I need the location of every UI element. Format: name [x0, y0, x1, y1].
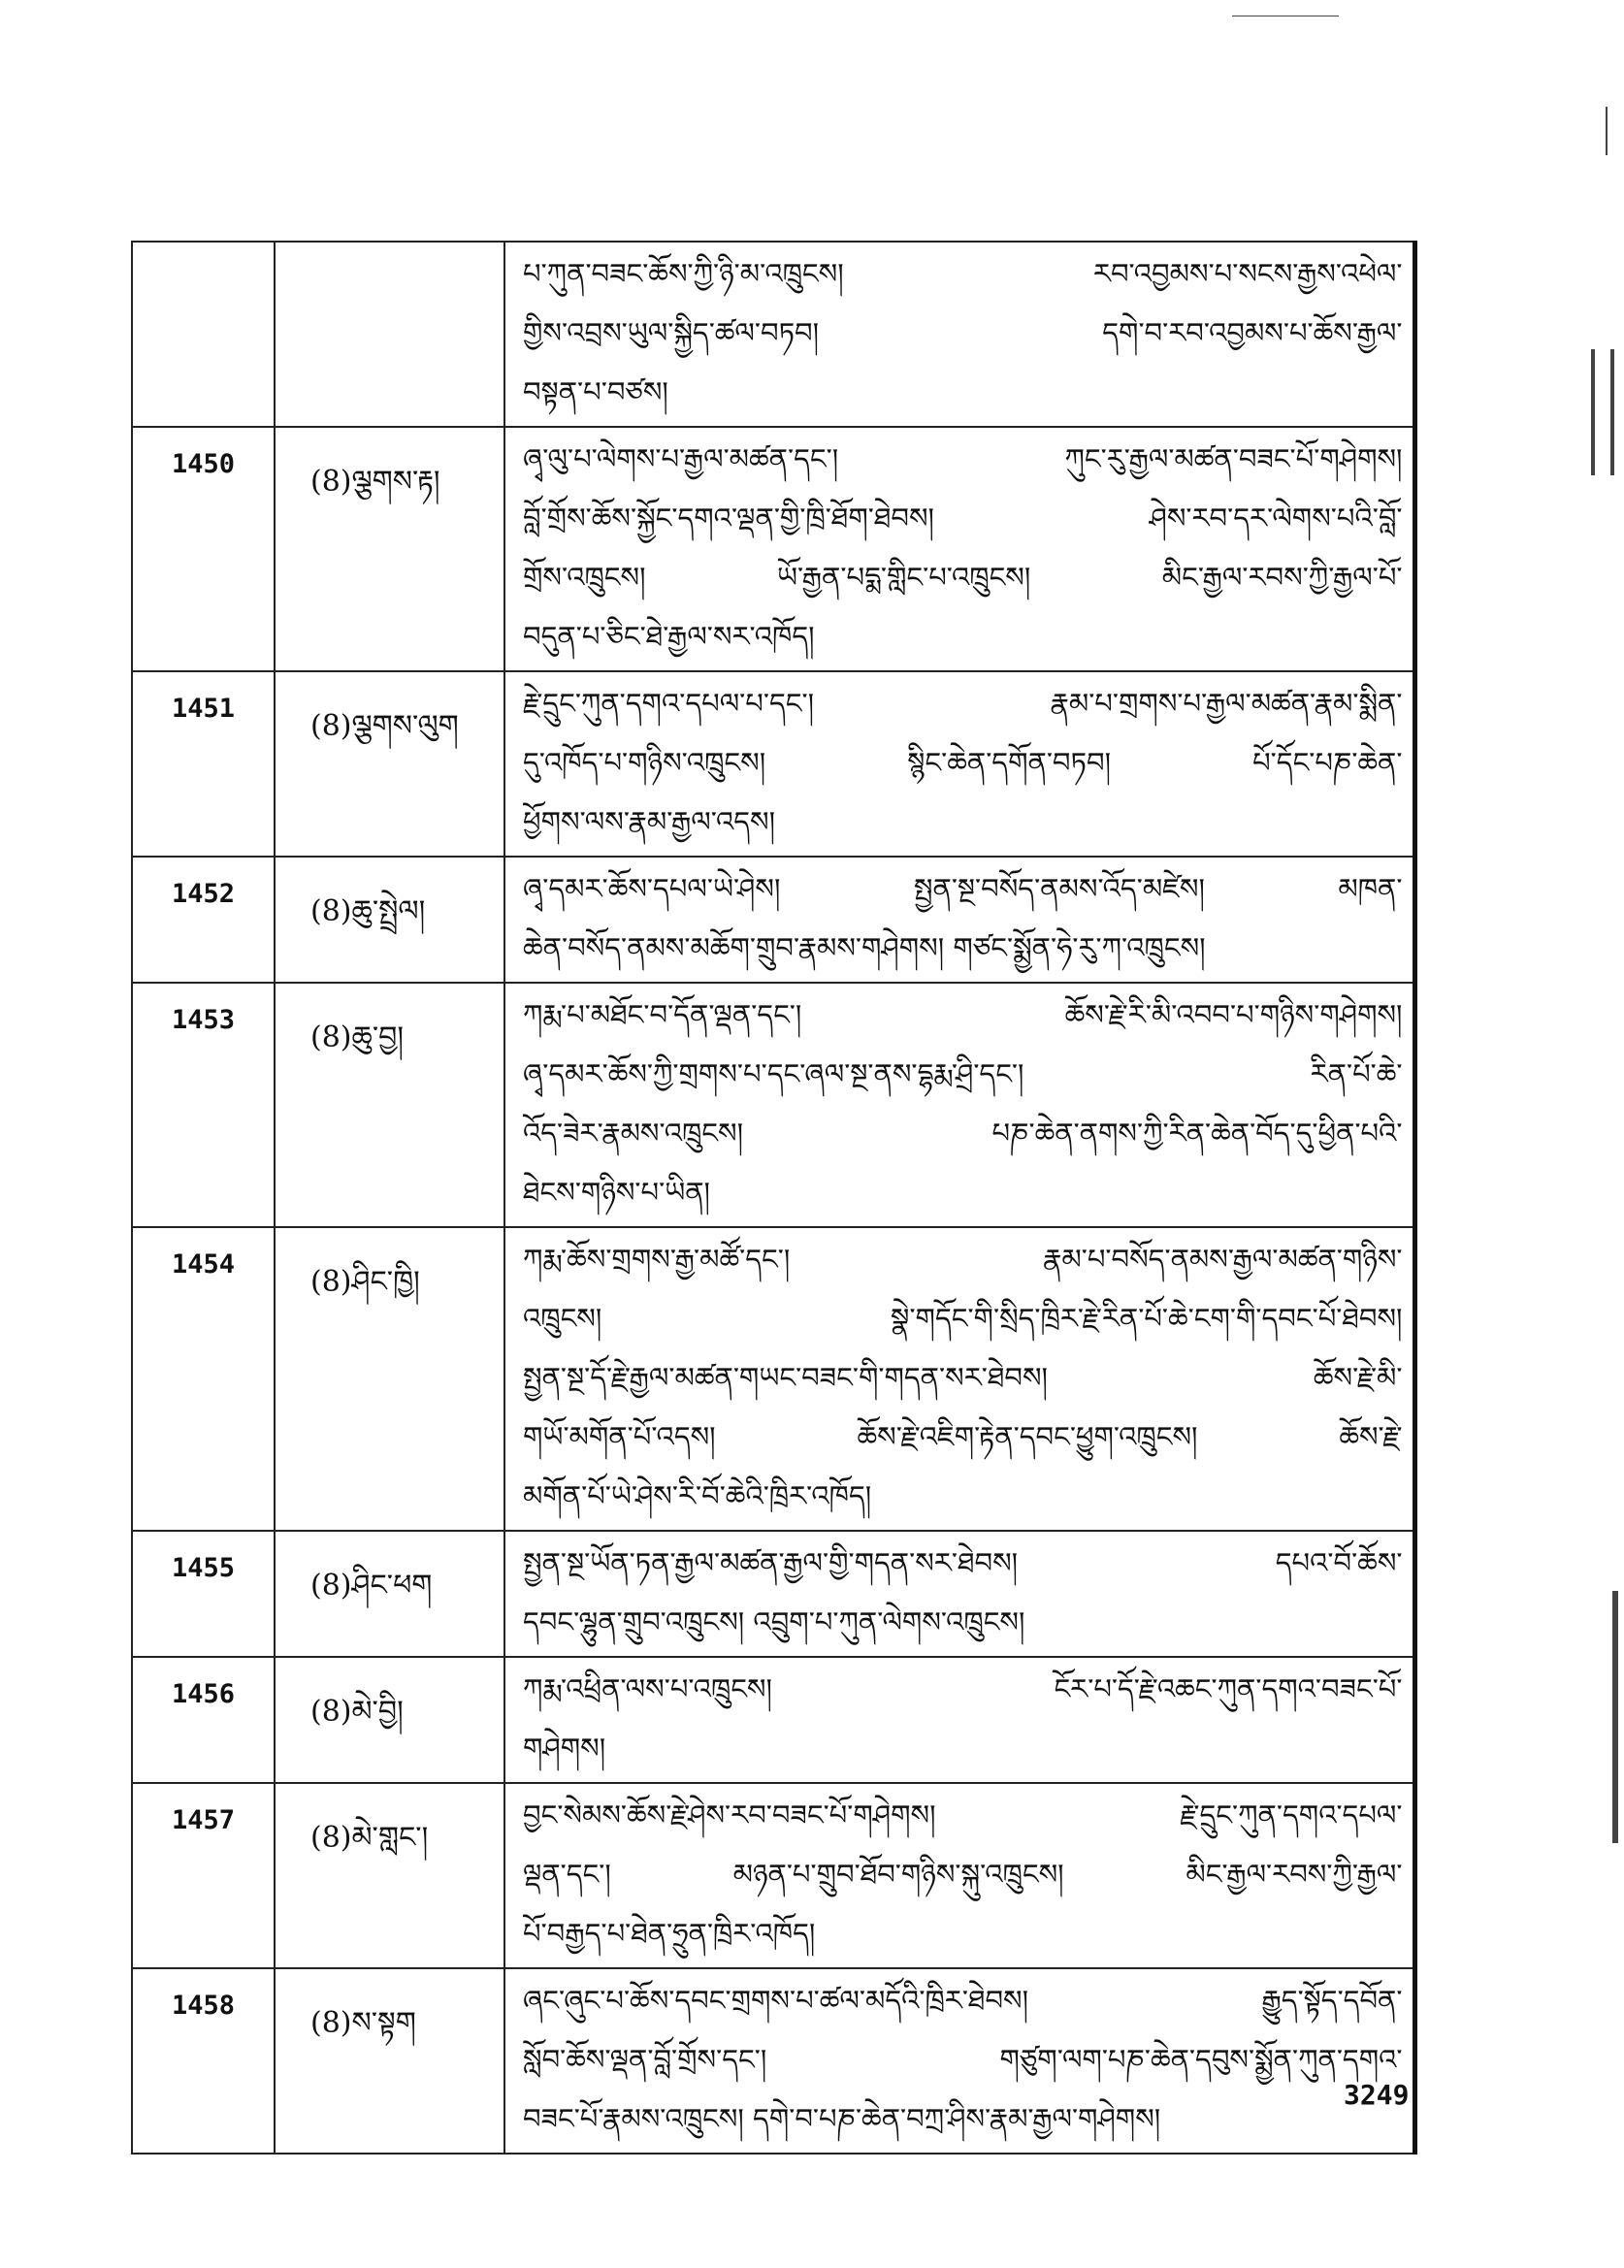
event-text-line: གྱིས་འབྲས་ཡུལ་སྐྱིད་ཚལ་བཏབ། དགེ་བ་རབ་འབྱམས་པ་ཆོས་རྒྱལ་ — [523, 316, 1403, 349]
events-cell — [504, 427, 1414, 671]
tibetan-year-cell: (8)ཆུ་སྤྲེལ། — [275, 857, 504, 983]
events-cell — [504, 1227, 1414, 1531]
event-text-line: པོ་བརྒྱད་པ་ཐེན་ཧྲུན་ཁྲིར་འཁོད། — [523, 1917, 816, 1950]
event-text-line: ལྡན་དང་། མཉན་པ་གྲུབ་ཐོབ་གཉིས་སྐུ་འཁྲུངས། མིང་རྒྱལ་རབས་ཀྱི་རྒྱལ་ — [523, 1858, 1403, 1891]
event-text-line: སློབ་ཆོས་ལྡན་བློ་གྲོས་དང་། གཙུག་ལག་པཎ་ཆེན་དབུས་སྨྱོན་ཀུན་དགའ་ — [523, 2043, 1403, 2076]
year-number-cell: 1457 — [132, 1783, 275, 1968]
table-row — [132, 1657, 1414, 1783]
tibetan-year-cell: (8)མེ་གླང་། — [275, 1783, 504, 1968]
scan-mark-right-1 — [1606, 107, 1608, 155]
event-text-line: སྤྱན་སྔ་ཡོན་ཏན་རྒྱལ་མཚན་རྒྱལ་གྱི་གདན་སར་ཐེབས། དཔའ་བོ་ཆོས་ — [523, 1546, 1403, 1579]
year-number-cell: 1458 — [132, 1968, 275, 2154]
year-number-cell: 1451 — [132, 671, 275, 857]
table-row — [132, 427, 1414, 671]
year-number-cell: 1456 — [132, 1657, 275, 1783]
event-text-line: བློ་གྲོས་ཆོས་སྐྱོང་དགའ་ལྡན་གྱི་ཁྲི་ཐོག་ཐེབས། ཤེས་རབ་དར་ལེགས་པའི་བློ་ — [523, 502, 1403, 535]
events-cell — [504, 242, 1414, 427]
event-text-line: ཐེངས་གཉིས་པ་ཡིན། — [523, 1176, 710, 1209]
table-row — [132, 1783, 1414, 1968]
event-text-line: ཞང་ཞུང་པ་ཆོས་དབང་གྲགས་པ་ཚལ་མདོའི་ཁྲིར་ཐེབས། རྒྱུད་སྟོད་དབོན་ — [523, 1984, 1403, 2017]
table-row — [132, 242, 1414, 427]
event-text-line: འཁྲུངས། སྣེ་གདོང་གི་སྲིད་ཁྲིར་རྗེ་རིན་པོ་ཆེ་ངག་གི་དབང་པོ་ཐེབས། — [523, 1302, 1403, 1335]
event-text-line: ཞྭ་དམར་ཆོས་དཔལ་ཡེ་ཤེས། སྤྱན་སྔ་བསོད་ནམས་འོད་མཛེས། མཁན་ — [523, 872, 1403, 905]
event-text-line: བསྟན་པ་བཙས། — [523, 375, 668, 408]
table-row — [132, 857, 1414, 983]
scan-mark-right-2 — [1591, 349, 1595, 475]
table-row — [132, 1227, 1414, 1531]
scan-mark-right-4 — [1612, 1591, 1618, 1843]
table-row — [132, 1531, 1414, 1657]
events-cell — [504, 983, 1414, 1227]
tibetan-year-cell: (8)ལྕགས་རྟ། — [275, 427, 504, 671]
event-text-line: ཀརྨ་འཕྲིན་ལས་པ་འཁྲུངས། ངོར་པ་དོ་རྗེ་འཆང་ཀུན་དགའ་བཟང་པོ་ — [523, 1672, 1403, 1705]
year-number-cell: 1450 — [132, 427, 275, 671]
events-cell — [504, 857, 1414, 983]
year-number-cell — [132, 242, 275, 427]
events-cell — [504, 1968, 1414, 2154]
chronology-table — [131, 241, 1417, 2155]
event-text-line: བདུན་པ་ཅིང་ཐེ་རྒྱལ་སར་འཁོད། — [523, 620, 815, 653]
event-text-line: ཆེན་བསོད་ནམས་མཆོག་གྲུབ་རྣམས་གཤེགས། གཙང་སྨྱོན་ཧེ་རུ་ཀ་འཁྲུངས། — [523, 931, 1206, 964]
scan-mark-right-3 — [1610, 349, 1614, 475]
events-cell — [504, 1783, 1414, 1968]
table-row — [132, 983, 1414, 1227]
event-text-line: བཟང་པོ་རྣམས་འཁྲུངས། དགེ་བ་པཎ་ཆེན་བཀྲ་ཤིས་རྣམ་རྒྱལ་གཤེགས། — [523, 2102, 1161, 2135]
page-number: 3249 — [1344, 2079, 1410, 2111]
event-text-line: གཤེགས། — [523, 1732, 606, 1765]
table-row — [132, 1968, 1414, 2154]
event-text-line: ཕྱོགས་ལས་རྣམ་རྒྱལ་འདས། — [523, 805, 776, 838]
event-text-line: བྱང་སེམས་ཆོས་རྗེ་ཤེས་རབ་བཟང་པོ་གཤེགས། རྗེ་དྲུང་ཀུན་དགའ་དཔལ་ — [523, 1798, 1403, 1831]
events-cell — [504, 671, 1414, 857]
event-text-line: དབང་ལྷུན་གྲུབ་འཁྲུངས། འབྲུག་པ་ཀུན་ལེགས་འཁྲུངས། — [523, 1605, 1025, 1638]
year-number-cell: 1454 — [132, 1227, 275, 1531]
tibetan-year-cell: (8)ས་སྟག — [275, 1968, 504, 2154]
tibetan-year-cell: (8)ལྕགས་ལུག — [275, 671, 504, 857]
event-text-line: པ་ཀུན་བཟང་ཆོས་ཀྱི་ཉི་མ་འཁྲུངས། རབ་འབྱམས་པ་སངས་རྒྱས་འཕེལ་ — [523, 257, 1403, 290]
tibetan-year-cell: (8)ཆུ་བྱ། — [275, 983, 504, 1227]
event-text-line: གྲོས་འཁྲུངས། ཡོ་རྒྱན་པདྨ་གླིང་པ་འཁྲུངས། མིང་རྒྱལ་རབས་ཀྱི་རྒྱལ་པོ་ — [523, 561, 1403, 594]
event-text-line: མགོན་པོ་ཡེ་ཤེས་རི་བོ་ཆེའི་ཁྲིར་འཁོད། — [523, 1479, 872, 1512]
event-text-line: དུ་འཁོད་པ་གཉིས་འཁྲུངས། སྙིང་ཆེན་དགོན་བཏབ། པོ་དོང་པཎ་ཆེན་ — [523, 746, 1403, 779]
year-number-cell: 1452 — [132, 857, 275, 983]
event-text-line: ཀརྨ་ཆོས་གྲགས་རྒྱ་མཚོ་དང་། རྣམ་པ་བསོད་ནམས་རྒྱལ་མཚན་གཉིས་ — [523, 1243, 1403, 1276]
table-row — [132, 671, 1414, 857]
event-text-line: ཞྭ་ལུ་པ་ལེགས་པ་རྒྱལ་མཚན་དང་། ཀུང་རུ་རྒྱལ་མཚན་བཟང་པོ་གཤེགས། — [523, 442, 1403, 475]
event-text-line: ཞྭ་དམར་ཆོས་ཀྱི་གྲགས་པ་དང་ཞལ་སྔ་ནས་དྷརྨ་ཤྲི་དང་། རིན་པོ་ཆེ་ — [523, 1057, 1403, 1090]
tibetan-year-cell: (8)ཤིང་ཕག — [275, 1531, 504, 1657]
table-body — [132, 242, 1414, 2154]
year-number-cell: 1455 — [132, 1531, 275, 1657]
event-text-line: སྤྱན་སྔ་དོ་རྗེ་རྒྱལ་མཚན་གཡང་བཟང་གི་གདན་སར་ཐེབས། ཆོས་རྗེ་མི་ — [523, 1361, 1403, 1394]
year-number-cell: 1453 — [132, 983, 275, 1227]
tibetan-year-cell: (8)ཤིང་ཁྱི། — [275, 1227, 504, 1531]
tibetan-year-cell — [275, 242, 504, 427]
events-cell — [504, 1531, 1414, 1657]
tibetan-year-cell: (8)མེ་བྱི། — [275, 1657, 504, 1783]
events-cell — [504, 1657, 1414, 1783]
event-text-line: འོད་ཟེར་རྣམས་འཁྲུངས། པཎ་ཆེན་ནགས་ཀྱི་རིན་ཆེན་བོད་དུ་ཕྱིན་པའི་ — [523, 1117, 1403, 1150]
event-text-line: རྗེ་དྲུང་ཀུན་དགའ་དཔལ་པ་དང་། རྣམ་པ་གྲགས་པ་རྒྱལ་མཚན་རྣམ་སྨིན་ — [523, 687, 1403, 720]
event-text-line: ཀརྨ་པ་མཐོང་བ་དོན་ལྡན་དང་། ཆོས་རྗེ་རི་མི་འབབ་པ་གཉིས་གཤེགས། — [523, 998, 1403, 1031]
event-text-line: གཡོ་མགོན་པོ་འདས། ཆོས་རྗེ་འཇིག་རྟེན་དབང་ཕྱུག་འཁྲུངས། ཆོས་རྗེ་ — [523, 1420, 1403, 1453]
